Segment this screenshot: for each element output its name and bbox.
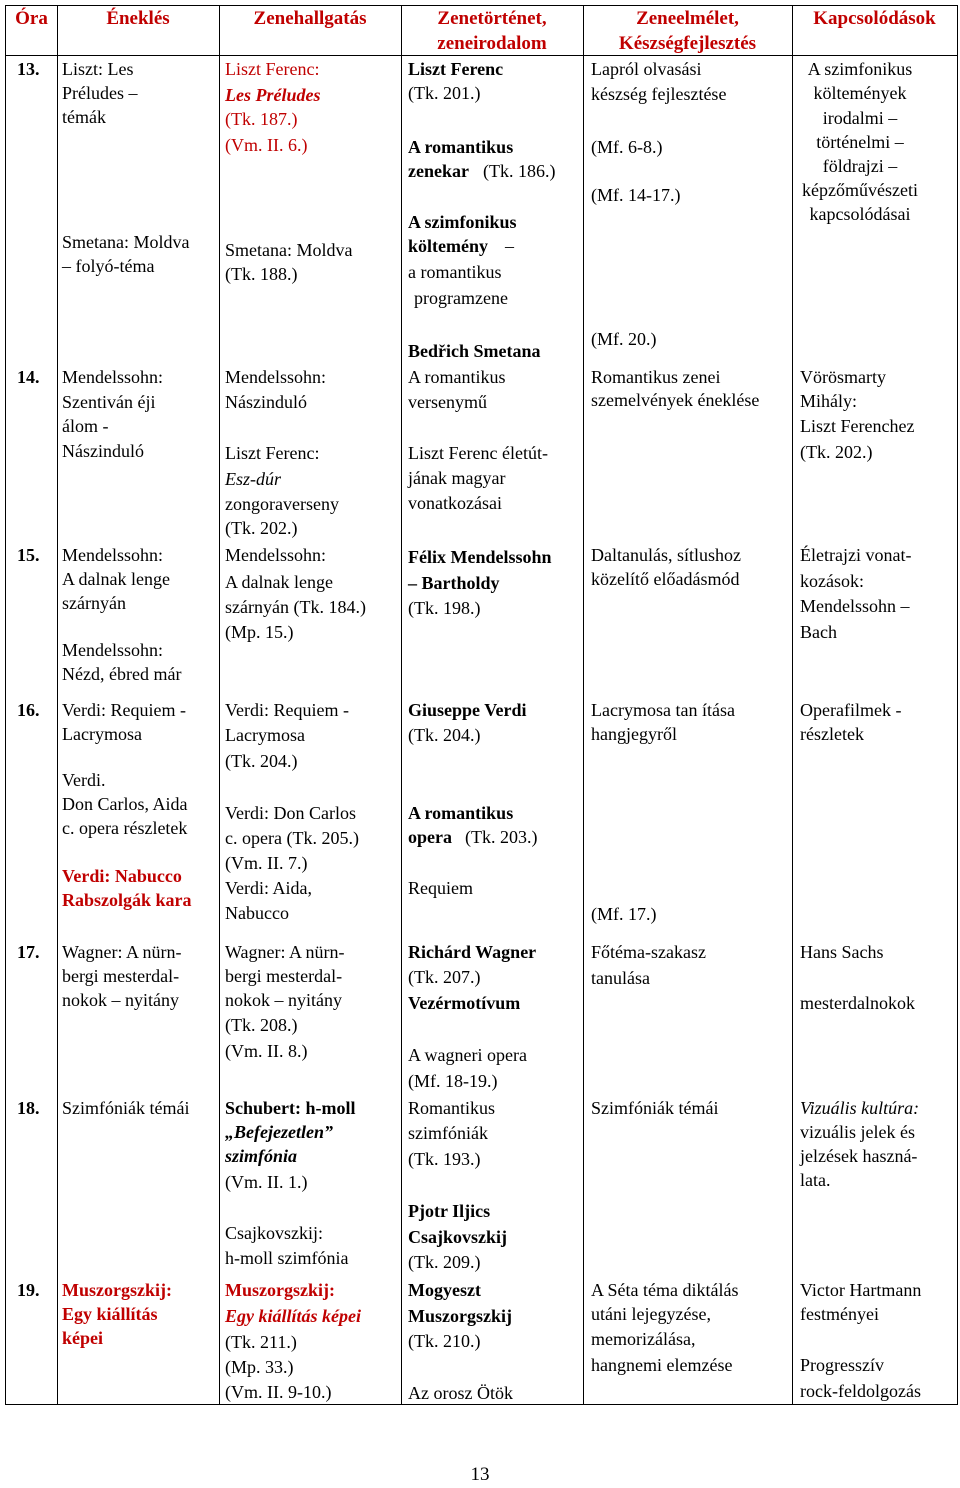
theory-line: A Séta téma diktálás xyxy=(591,1280,739,1300)
links-line: Progresszív xyxy=(800,1355,884,1375)
theory-line: (Mf. 14-17.) xyxy=(591,185,681,205)
listening-line: Verdi: Don Carlos xyxy=(225,803,356,823)
theory-line: hangnemi elemzése xyxy=(591,1355,733,1375)
singing-line: témák xyxy=(62,107,106,127)
listening-line: Verdi: Requiem - xyxy=(225,700,349,720)
row-number: 18. xyxy=(17,1098,40,1118)
singing-line: Préludes – xyxy=(62,83,138,103)
singing-line: Wagner: A nürn- xyxy=(62,942,182,962)
links-line: (Tk. 202.) xyxy=(800,442,873,462)
history-line: Mogyeszt xyxy=(408,1280,481,1300)
history-line: Félix Mendelssohn xyxy=(408,547,552,567)
links-line: irodalmi – xyxy=(822,108,898,128)
history-line: – Bartholdy xyxy=(408,573,500,593)
listening-line: (Tk. 188.) xyxy=(225,264,298,284)
theory-line: tanulása xyxy=(591,968,650,988)
history-line: A szimfonikus xyxy=(408,212,517,232)
listening-line: Nászinduló xyxy=(225,392,307,412)
header-zeneelmelet-text: Zeneelmélet, Készségfejlesztés xyxy=(618,8,757,54)
history-line: Az orosz Ötök xyxy=(408,1383,513,1403)
row-number: 13. xyxy=(17,59,40,79)
theory-line: (Mf. 6-8.) xyxy=(591,137,663,157)
listening-line: (Vm. II. 8.) xyxy=(225,1041,308,1061)
row-number: 15. xyxy=(17,545,40,565)
theory-line: Lacrymosa tan ítása xyxy=(591,700,735,720)
listening-line: (Tk. 208.) xyxy=(225,1015,298,1035)
theory-line: (Mf. 17.) xyxy=(591,904,657,924)
history-line: (Tk. 201.) xyxy=(408,83,481,103)
listening-line: szárnyán (Tk. 184.) xyxy=(225,597,366,617)
links-line: mesterdalnokok xyxy=(800,993,915,1013)
links-line: jelzések haszná- xyxy=(800,1146,918,1166)
history-line: (Tk. 203.) xyxy=(465,827,538,847)
singing-line: képei xyxy=(62,1328,104,1348)
theory-line: szemelvények éneklése xyxy=(591,390,760,410)
singing-line: nokok – nyitány xyxy=(62,990,179,1010)
links-line: Bach xyxy=(800,622,837,642)
singing-line: Verdi: Requiem - xyxy=(62,700,186,720)
theory-line: Lapról olvasási xyxy=(591,59,702,79)
theory-line: Daltanulás, sítlushoz xyxy=(591,545,741,565)
singing-line: c. opera részletek xyxy=(62,818,188,838)
listening-line: Muszorgszkij: xyxy=(225,1280,335,1300)
links-line: lata. xyxy=(800,1170,831,1190)
singing-line: szárnyán xyxy=(62,593,126,613)
links-line: Mendelssohn – xyxy=(800,596,910,616)
listening-line: Mendelssohn: xyxy=(225,545,326,565)
history-line: Richárd Wagner xyxy=(408,942,537,962)
history-line: Giuseppe Verdi xyxy=(408,700,527,720)
singing-line: Liszt: Les xyxy=(62,59,134,79)
history-line: zenekar xyxy=(408,161,469,181)
listening-line: Liszt Ferenc: xyxy=(225,59,320,79)
listening-line: nokok – nyitány xyxy=(225,990,342,1010)
listening-line: Esz-dúr xyxy=(225,469,282,489)
history-line: Pjotr Iljics xyxy=(408,1201,491,1221)
theory-line: Főtéma-szakasz xyxy=(591,942,706,962)
history-line: – xyxy=(505,236,514,256)
row-number: 17. xyxy=(17,942,40,962)
singing-line: A dalnak lenge xyxy=(62,569,170,589)
listening-line: Nabucco xyxy=(225,903,289,923)
history-line: költemény xyxy=(408,236,488,256)
page-number: 13 xyxy=(470,1464,490,1485)
singing-line: Don Carlos, Aida xyxy=(62,794,188,814)
row-number: 19. xyxy=(17,1280,40,1300)
header-ora: Óra xyxy=(15,8,48,29)
header-zenetortenet-text: Zenetörténet, zeneirodalom xyxy=(437,8,547,54)
history-line: vonatkozásai xyxy=(408,493,502,513)
listening-line: c. opera (Tk. 205.) xyxy=(225,828,359,848)
singing-line: Szentiván éji xyxy=(62,392,156,412)
links-line: Vizuális kultúra: xyxy=(800,1098,920,1118)
singing-line: Egy kiállítás xyxy=(62,1304,158,1324)
links-line: költemények xyxy=(813,83,907,103)
singing-line: Mendelssohn: xyxy=(62,640,163,660)
history-line: (Tk. 210.) xyxy=(408,1331,481,1351)
listening-line: (Vm. II. 6.) xyxy=(225,135,308,155)
history-line: Vezérmotívum xyxy=(408,993,521,1013)
links-line: földrajzi – xyxy=(822,156,898,176)
listening-line: Smetana: Moldva xyxy=(225,240,353,260)
listening-line: Liszt Ferenc: xyxy=(225,443,320,463)
singing-line: Nászinduló xyxy=(62,441,144,461)
singing-line: Verdi: Nabucco xyxy=(62,866,182,886)
listening-line: (Tk. 204.) xyxy=(225,751,298,771)
listening-line: Wagner: A nürn- xyxy=(225,942,345,962)
singing-line: Mendelssohn: xyxy=(62,367,163,387)
theory-line: Romantikus zenei xyxy=(591,367,721,387)
history-line: A romantikus xyxy=(408,803,514,823)
links-line: Liszt Ferenchez xyxy=(800,416,915,436)
listening-line: Csajkovszkij: xyxy=(225,1223,323,1243)
history-line: (Tk. 209.) xyxy=(408,1252,481,1272)
history-line: Requiem xyxy=(408,878,473,898)
singing-line: Rabszolgák kara xyxy=(62,890,192,910)
listening-line: (Vm. II. 1.) xyxy=(225,1172,308,1192)
links-line: kozások: xyxy=(800,571,864,591)
history-line: (Tk. 204.) xyxy=(408,725,481,745)
links-line: kapcsolódásai xyxy=(809,204,911,224)
links-line: festményei xyxy=(800,1304,879,1324)
history-line: szimfóniák xyxy=(408,1123,488,1143)
singing-line: álom - xyxy=(62,416,109,436)
history-line: Liszt Ferenc életút- xyxy=(408,443,548,463)
listening-line: (Tk. 187.) xyxy=(225,109,298,129)
history-line: Muszorgszkij xyxy=(408,1306,512,1326)
history-line: versenymű xyxy=(408,392,487,412)
links-line: Életrajzi vonat- xyxy=(800,545,912,565)
links-line: A szimfonikus xyxy=(807,59,913,79)
theory-line: memorizálása, xyxy=(591,1329,696,1349)
listening-line: „Befejezetlen” xyxy=(225,1122,333,1142)
listening-line: A dalnak lenge xyxy=(225,572,333,592)
links-line: Vörösmarty xyxy=(800,367,886,387)
history-line: (Tk. 207.) xyxy=(408,967,481,987)
history-line: A romantikus xyxy=(408,137,514,157)
history-line: (Tk. 193.) xyxy=(408,1149,481,1169)
history-line: (Tk. 198.) xyxy=(408,598,481,618)
theory-line: közelítő előadásmód xyxy=(591,569,740,589)
history-line: Csajkovszkij xyxy=(408,1227,508,1247)
row-number: 14. xyxy=(17,367,40,387)
listening-line: Lacrymosa xyxy=(225,725,305,745)
history-line: opera xyxy=(408,827,452,847)
links-line: Operafilmek - xyxy=(800,700,902,720)
listening-line: (Tk. 202.) xyxy=(225,518,298,538)
history-line: programzene xyxy=(414,288,508,308)
listening-line: Les Préludes xyxy=(225,85,321,105)
listening-line: Mendelssohn: xyxy=(225,367,326,387)
links-line: Mihály: xyxy=(800,391,857,411)
listening-line: Egy kiállítás képei xyxy=(225,1306,361,1326)
listening-line: (Mp. 15.) xyxy=(225,622,294,642)
listening-line: h-moll szimfónia xyxy=(225,1248,349,1268)
theory-line: utáni lejegyzése, xyxy=(591,1304,711,1324)
singing-line: Verdi. xyxy=(62,770,106,790)
links-line: vizuális jelek és xyxy=(800,1122,915,1142)
listening-line: zongoraverseny xyxy=(225,494,339,514)
history-line: Romantikus xyxy=(408,1098,496,1118)
history-line: Bedřich Smetana xyxy=(408,341,541,361)
singing-line: Nézd, ébred már xyxy=(62,664,182,684)
history-line: (Mf. 18-19.) xyxy=(408,1071,498,1091)
history-line: (Tk. 186.) xyxy=(483,161,556,181)
singing-line: bergi mesterdal- xyxy=(62,966,180,986)
singing-line: – folyó-téma xyxy=(62,256,155,276)
theory-line: hangjegyről xyxy=(591,724,677,744)
listening-line: (Vm. II. 9-10.) xyxy=(225,1382,332,1402)
theory-line: készség fejlesztése xyxy=(591,84,727,104)
singing-line: Smetana: Moldva xyxy=(62,232,190,252)
listening-line: szimfónia xyxy=(225,1146,298,1166)
history-line: jának magyar xyxy=(408,468,506,488)
singing-line: Mendelssohn: xyxy=(62,545,163,565)
history-line: A romantikus xyxy=(408,367,506,387)
header-zeneelmelet xyxy=(583,6,792,56)
singing-line: Lacrymosa xyxy=(62,724,142,744)
header-enekles: Éneklés xyxy=(106,8,170,29)
links-line: Victor Hartmann xyxy=(800,1280,922,1300)
header-zenetortenet xyxy=(401,6,583,56)
listening-line: (Vm. II. 7.) xyxy=(225,853,308,873)
links-line: rock-feldolgozás xyxy=(800,1381,921,1401)
listening-line: Verdi: Aida, xyxy=(225,878,312,898)
header-zenehallgatas: Zenehallgatás xyxy=(253,8,367,29)
links-line: részletek xyxy=(800,724,864,744)
links-line: képzőművészeti xyxy=(802,180,918,200)
row-number: 16. xyxy=(17,700,40,720)
singing-line: Szimfóniák témái xyxy=(62,1098,190,1118)
header-kapcsolodasok: Kapcsolódások xyxy=(813,8,936,29)
history-line: A wagneri opera xyxy=(408,1045,527,1065)
listening-line: Schubert: h-moll xyxy=(225,1098,356,1118)
singing-line: Muszorgszkij: xyxy=(62,1280,172,1300)
listening-line: (Tk. 211.) xyxy=(225,1332,297,1352)
history-line: Liszt Ferenc xyxy=(408,59,504,79)
theory-line: (Mf. 20.) xyxy=(591,329,657,349)
history-line: a romantikus xyxy=(408,262,502,282)
links-line: történelmi – xyxy=(816,132,904,152)
theory-line: Szimfóniák témái xyxy=(591,1098,719,1118)
listening-line: bergi mesterdal- xyxy=(225,966,343,986)
listening-line: (Mp. 33.) xyxy=(225,1357,294,1377)
links-line: Hans Sachs xyxy=(800,942,884,962)
